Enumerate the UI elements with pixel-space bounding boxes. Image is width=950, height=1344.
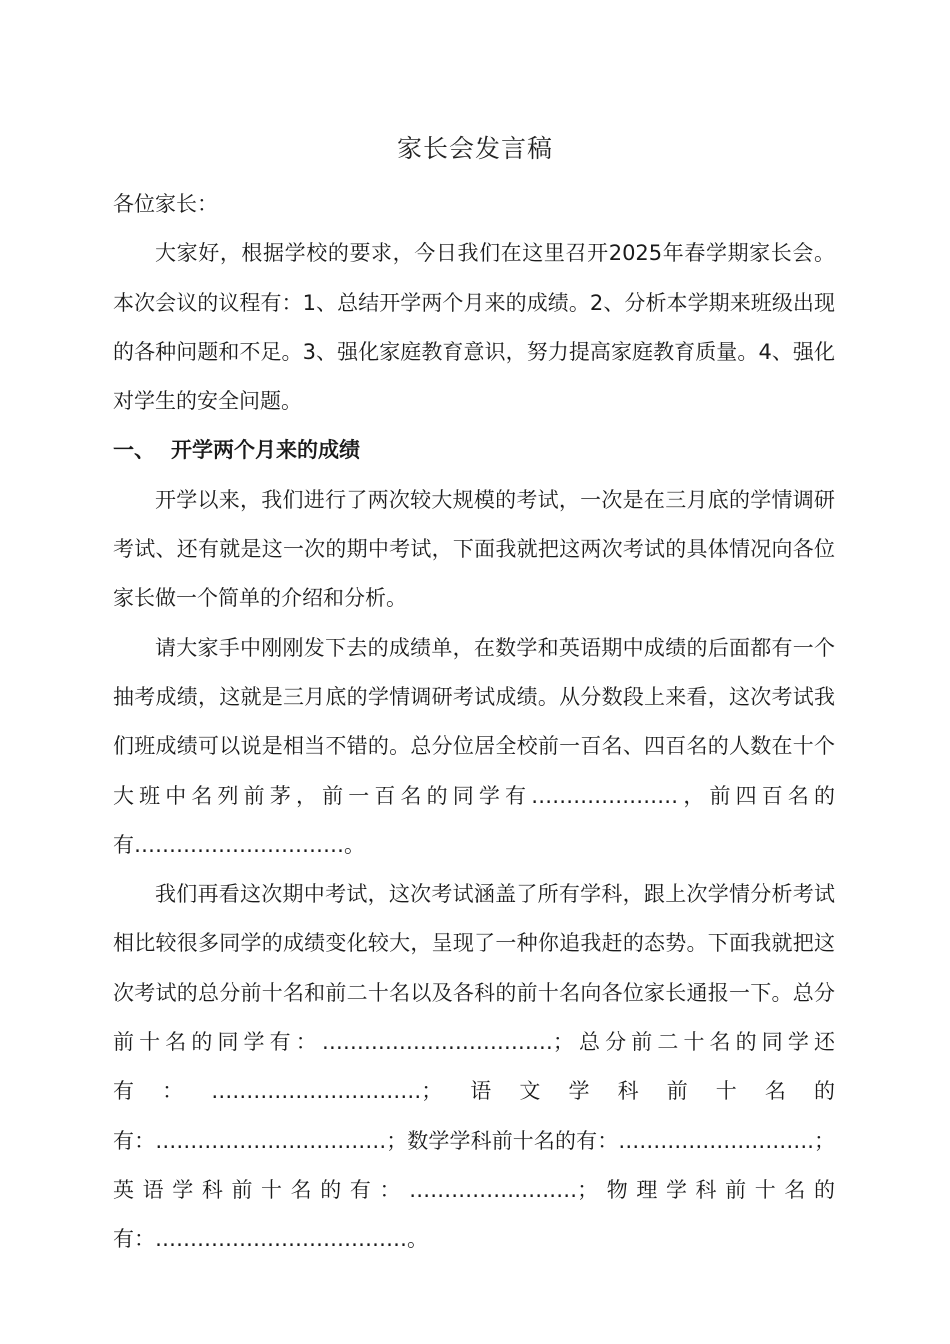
paragraph-march-survey: 请大家手中刚刚发下去的成绩单，在数学和英语期中成绩的后面都有一个抽考成绩，这就是三月底的学情调研考试成绩。从分数段上来看，这次考试我们班成绩可以说是相当不错的。总分位居全校前一百名、四百名的人数在十个大班中名列前茅，前一百名的同学有…………………，前四百名的有…………………………。: [113, 635, 835, 857]
paragraph-exams-overview: 开学以来，我们进行了两次较大规模的考试，一次是在三月底的学情调研考试、还有就是这一次的期中考试，下面我就把这两次考试的具体情况向各位家长做一个简单的介绍和分析。: [113, 487, 835, 611]
section-title: 开学两个月来的成绩: [171, 438, 360, 463]
salutation: 各位家长：: [113, 192, 218, 216]
intro-paragraph: 大家好，根据学校的要求，今日我们在这里召开2025年春学期家长会。本次会议的议程有：1、总结开学两个月来的成绩。2、分析本学期来班级出现的各种问题和不足。3、强化家庭教育意识，努力提高家庭教育质量。4、强化对学生的安全问题。: [113, 241, 835, 414]
section-number: 一、: [113, 438, 155, 463]
section-heading-1: [113, 426, 835, 475]
document-body: [113, 180, 835, 1265]
document-title: 家长会发言稿: [396, 134, 553, 163]
paragraph-midterm: 我们再看这次期中考试，这次考试涵盖了所有学科，跟上次学情分析考试相比较很多同学的成绩变化较大，呈现了一种你追我赶的态势。下面我就把这次考试的总分前十名和前二十名以及各科的前十名向各位家长通报一下。总分前十名的同学有：……………………………；总分前二十名的同学还有：…………………………；语文学科前十名的有：……………………………；数学学科前十名的有：……………………….；英语学科前十名的有：……………………；物理学科前十名的有：………………………………。: [113, 882, 835, 1252]
